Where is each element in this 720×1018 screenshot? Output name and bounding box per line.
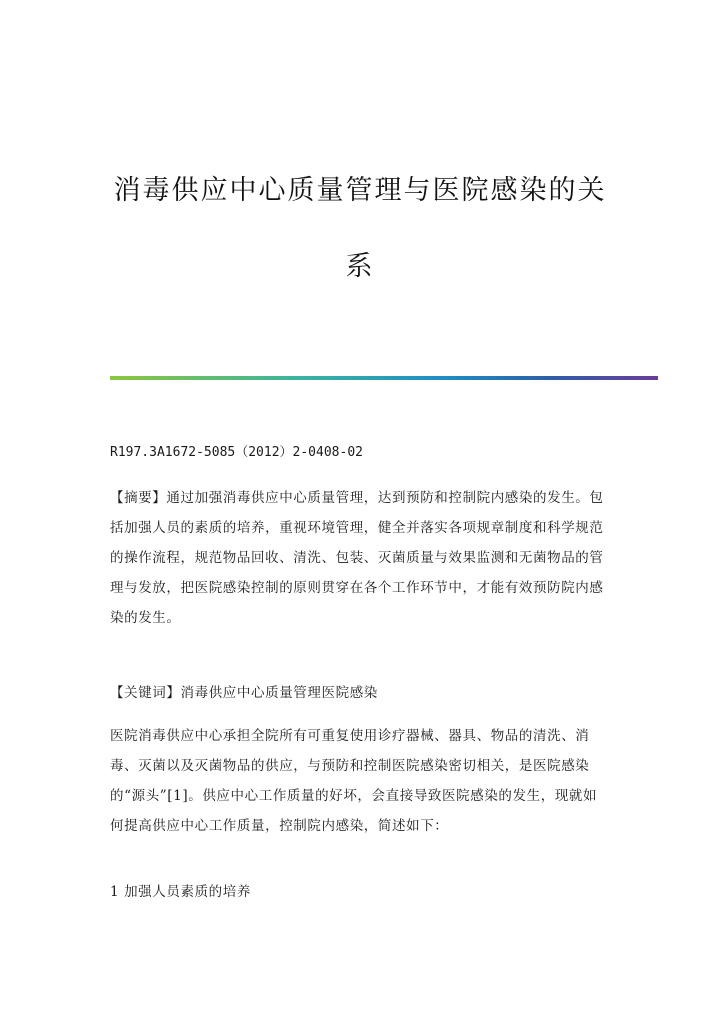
document-title-line-1: 消毒供应中心质量管理与医院感染的关 (113, 175, 607, 206)
abstract-paragraph (110, 483, 610, 633)
section-heading-1: 1 加强人员素质的培养 (110, 884, 251, 900)
keywords-text: 消毒供应中心质量管理医院感染 (180, 685, 378, 701)
abstract-label: 【摘要】 (110, 490, 167, 506)
document-title-line-2: 系 (345, 251, 375, 282)
title-divider (110, 376, 658, 380)
keywords-label: 【关键词】 (110, 685, 181, 701)
classification-number: R197.3A1672-5085（2012）2-0408-02 (110, 445, 363, 460)
intro-paragraph: 医院消毒供应中心承担全院所有可重复使用诊疗器械、器具、物品的清洗、消毒、灭菌以及灭菌物品的供应，与预防和控制医院感染密切相关，是医院感染的“源头”[1]。供应中心工作质量的好坏，会直接导致医院感染的发生，现就如何提高供应中心工作质量，控制院内感染，简述如下： (110, 728, 598, 834)
keywords-paragraph (110, 678, 610, 708)
abstract-text: 通过加强消毒供应中心质量管理，达到预防和控制院内感染的发生。包括加强人员的素质的培养，重视环境管理，健全并落实各项规章制度和科学规范的操作流程，规范物品回收、清洗、包装、灭菌质量与效果监测和无菌物品的管理与发放，把医院感染控制的原则贯穿在各个工作环节中，才能有效预防院内感染的发生。 (110, 490, 604, 626)
